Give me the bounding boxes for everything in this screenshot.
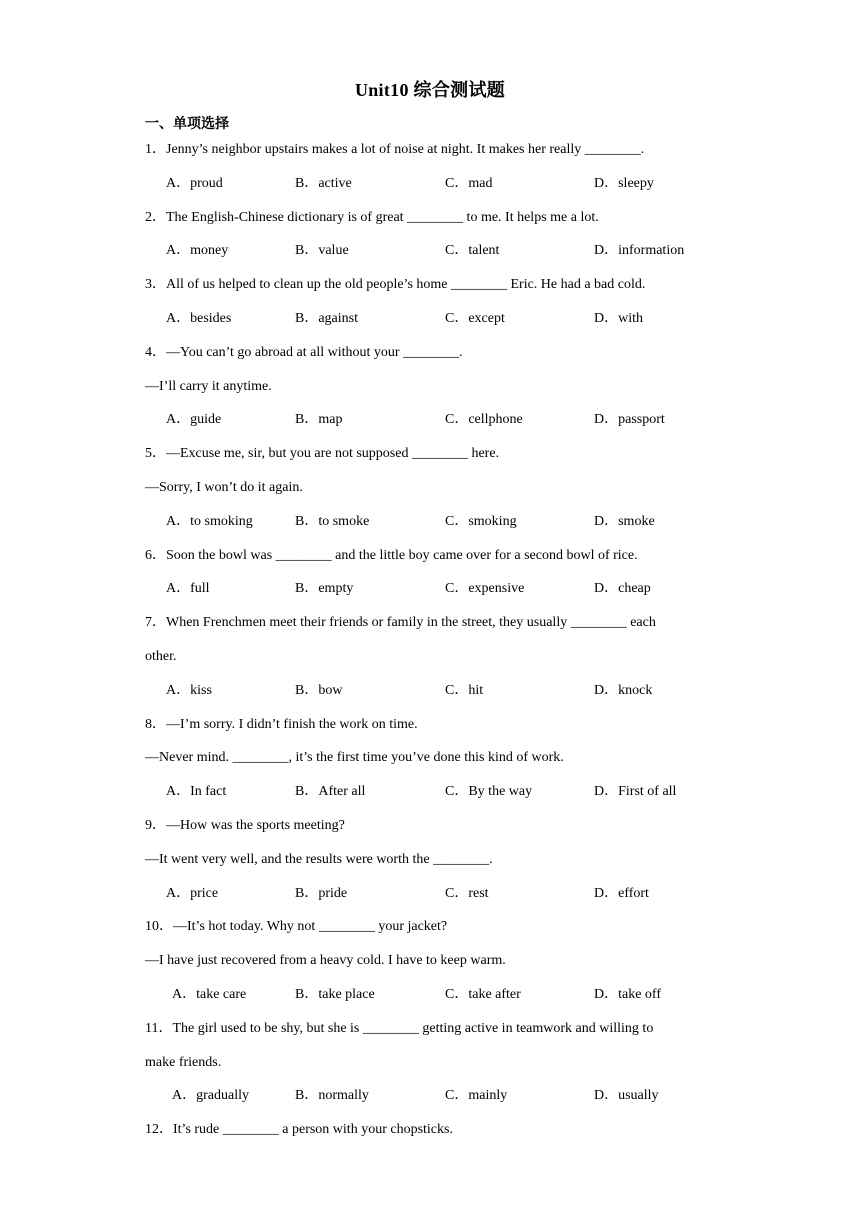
answer-option: B．pride [295,885,348,901]
question-line: —I’ll carry it anytime. [145,378,272,394]
answer-option: A．kiss [166,682,212,698]
answer-option: C．expensive [445,581,525,597]
question-line: make friends. [145,1054,222,1070]
question-stem: 6．Soon the bowl was ________ and the little boy came over for a second bowl of rice. [145,547,638,563]
answer-option: A．besides [166,311,232,326]
question-stem: 4．—You can’t go abroad at all without your ________. [145,344,463,360]
question-line: —Sorry, I won’t do it again. [145,480,303,495]
question-stem: 3．All of us helped to clean up the old people’s home ________ Eric. He had a bad cold. [145,277,646,293]
question-stem: 2．The English-Chinese dictionary is of great ________ to me. It helps me a lot. [145,209,599,225]
answer-option: A．price [166,885,219,901]
answer-option: B．After all [295,784,366,800]
answer-option: A．guide [166,412,222,428]
question-line: —I have just recovered from a heavy cold. I have to keep warm. [145,953,506,969]
answer-option: B．to smoke [295,513,370,529]
section-heading: 一、单项选择 [145,116,229,132]
answer-option: B．value [295,243,349,259]
answer-option: C．rest [445,885,489,901]
answer-option: A．gradually [172,1088,249,1104]
answer-option: A．take care [172,987,247,1002]
answer-option: C．except [445,311,505,326]
answer-option: B．bow [295,682,343,698]
page-title: Unit10 综合测试题 [354,80,506,100]
question-stem: 5．—Excuse me, sir, but you are not supposed ________ here. [145,446,500,462]
answer-option: D．smoke [594,513,655,529]
answer-option: A．In fact [166,784,227,800]
question-stem: 7．When Frenchmen meet their friends or family in the street, they usually ________ each [145,615,656,631]
question-stem: 9．—How was the sports meeting? [145,818,345,833]
answer-option: B．against [295,311,358,326]
answer-option: D．effort [594,885,649,901]
question-stem: 12．It’s rude ________ a person with your chopsticks. [145,1122,453,1138]
answer-option: A．money [166,243,229,259]
answer-option: C．take after [445,987,521,1002]
answer-option: C．smoking [445,513,517,529]
answer-option: B．map [295,412,343,428]
answer-option: A．full [166,581,210,597]
answer-option: B．normally [295,1088,369,1104]
answer-option: D．information [594,243,685,259]
answer-option: D．First of all [594,784,677,800]
answer-option: C．mad [445,175,493,191]
question-line: —It went very well, and the results were worth the ________. [145,851,493,867]
question-stem: 11．The girl used to be shy, but she is ________ getting active in teamwork and willing to [145,1020,654,1036]
answer-option: B．active [295,175,352,191]
answer-option: D．with [594,311,643,326]
answer-option: C．cellphone [445,412,523,428]
question-stem: 8．—I’m sorry. I didn’t finish the work on time. [145,716,418,732]
answer-option: D．usually [594,1088,659,1104]
answer-option: B．take place [295,987,375,1002]
question-stem: 10．—It’s hot today. Why not ________ your jacket? [145,919,448,935]
answer-option: D．sleepy [594,175,654,191]
answer-option: C．By the way [445,784,533,800]
answer-option: C．mainly [445,1088,508,1104]
answer-option: C．talent [445,243,500,259]
answer-option: D．knock [594,682,653,698]
question-line: other. [145,649,177,664]
answer-option: C．hit [445,682,484,698]
answer-option: A．proud [166,175,223,191]
question-stem: 1．Jenny’s neighbor upstairs makes a lot of noise at night. It makes her really ________. [145,142,645,157]
answer-option: D．take off [594,987,661,1002]
answer-option: D．passport [594,412,665,428]
question-line: —Never mind. ________, it’s the first time you’ve done this kind of work. [145,750,564,766]
answer-option: D．cheap [594,581,651,597]
answer-option: B．empty [295,581,354,597]
answer-option: A．to smoking [166,513,253,529]
